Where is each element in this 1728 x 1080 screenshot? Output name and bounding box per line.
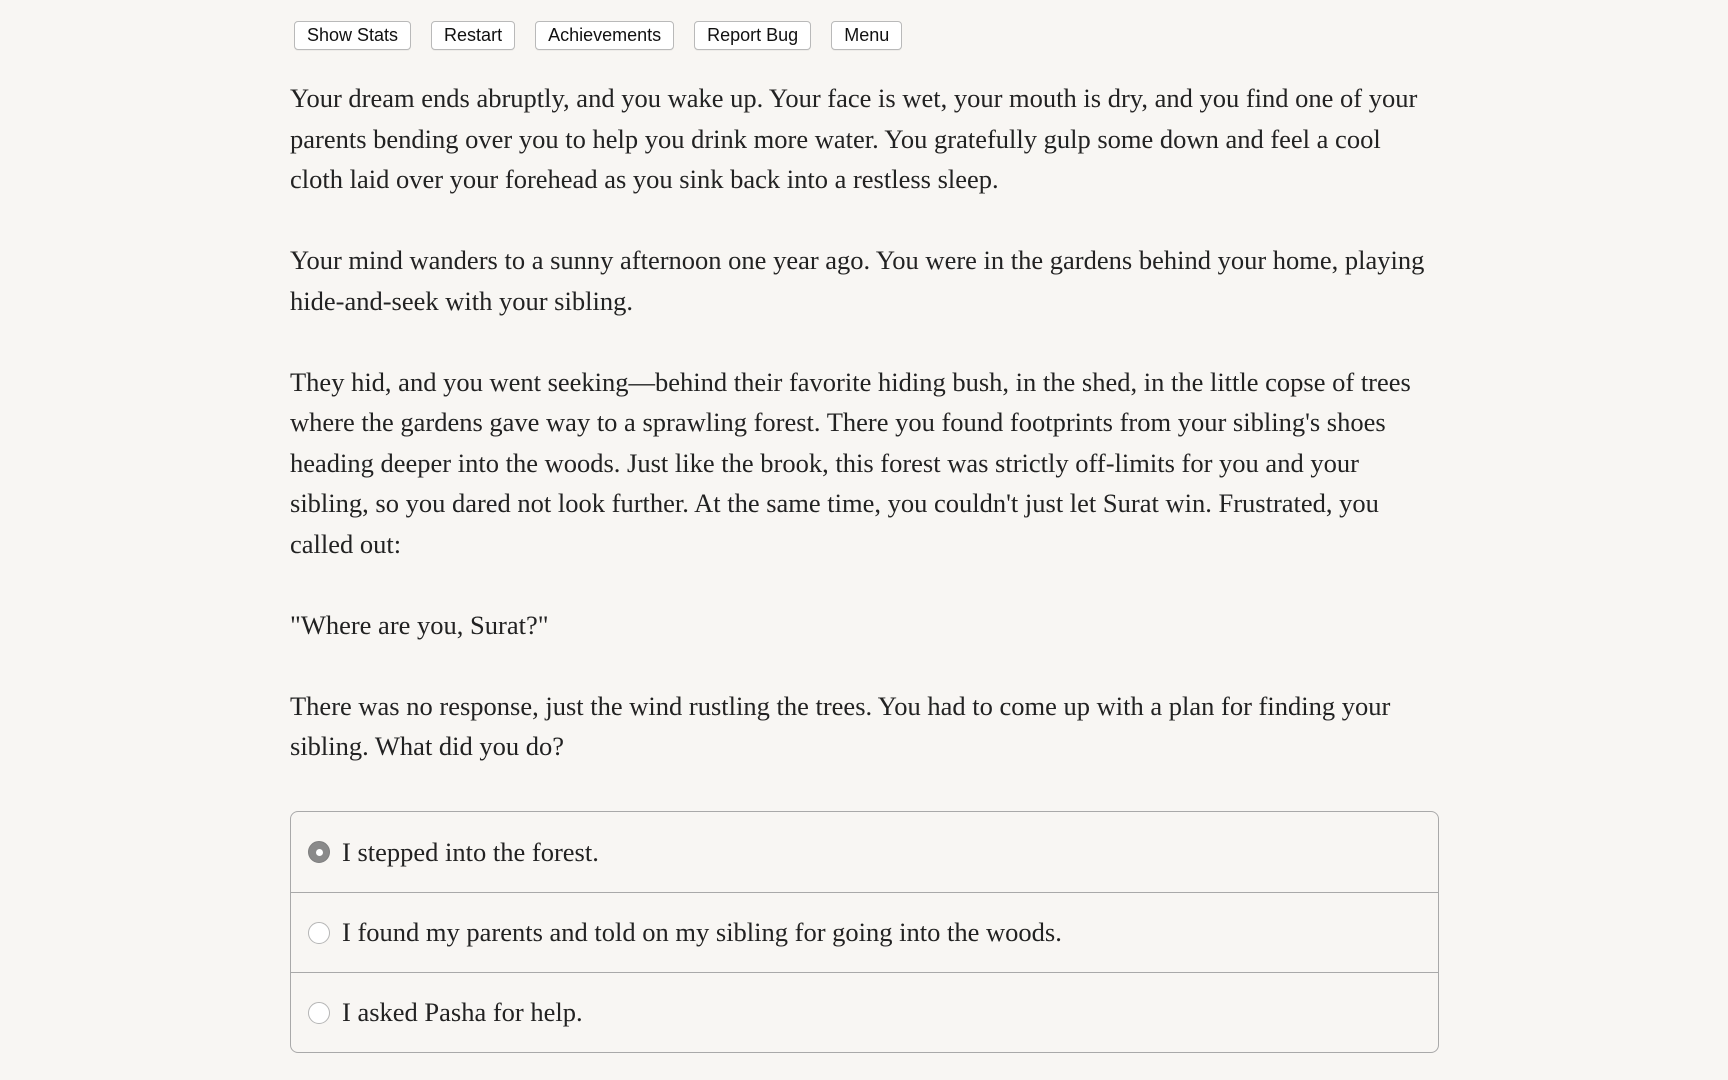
choice-option-pasha[interactable] (291, 972, 1438, 1052)
choice-label: I asked Pasha for help. (342, 997, 583, 1027)
achievements-button[interactable]: Achievements (535, 21, 674, 50)
choice-option-forest[interactable] (291, 812, 1438, 892)
story-paragraph: Your mind wanders to a sunny afternoon one year ago. You were in the gardens behind your home, playing hide-and-seek with your sibling. (290, 245, 1425, 316)
story-paragraph: They hid, and you went seeking—behind their favorite hiding bush, in the shed, in the little copse of trees where the gardens gave way to a sprawling forest. There you found footprints from your sibling's shoes heading deeper into the woods. Just like the brook, this forest was strictly off-limits for you and your sibling, so you dared not look further. At the same time, you couldn't just let Surat win. Frustrated, you called out: (290, 366, 1411, 559)
report-bug-button[interactable]: Report Bug (694, 21, 811, 50)
story-text (290, 78, 1440, 807)
choice-label: I stepped into the forest. (342, 836, 599, 867)
story-paragraph: There was no response, just the wind rustling the trees. You had to come up with a plan for finding your sibling. What did you do? (290, 690, 1391, 761)
choice-list (290, 811, 1439, 1053)
show-stats-button[interactable]: Show Stats (294, 21, 411, 50)
choice-label: I found my parents and told on my sibling for going into the woods. (342, 917, 1062, 947)
menu-button[interactable]: Menu (831, 21, 902, 50)
restart-button[interactable]: Restart (431, 21, 515, 50)
radio-button-icon[interactable] (308, 1002, 330, 1024)
toolbar (294, 21, 902, 50)
radio-button-icon[interactable] (308, 841, 330, 863)
choice-option-parents[interactable] (291, 892, 1438, 972)
story-paragraph: "Where are you, Surat?" (290, 609, 549, 640)
radio-button-icon[interactable] (308, 922, 330, 944)
story-paragraph: Your dream ends abruptly, and you wake up. Your face is wet, your mouth is dry, and you find one of your parents bending over you to help you drink more water. You gratefully gulp some down and feel a cool cloth laid over your forehead as you sink back into a restless sleep. (290, 83, 1418, 194)
